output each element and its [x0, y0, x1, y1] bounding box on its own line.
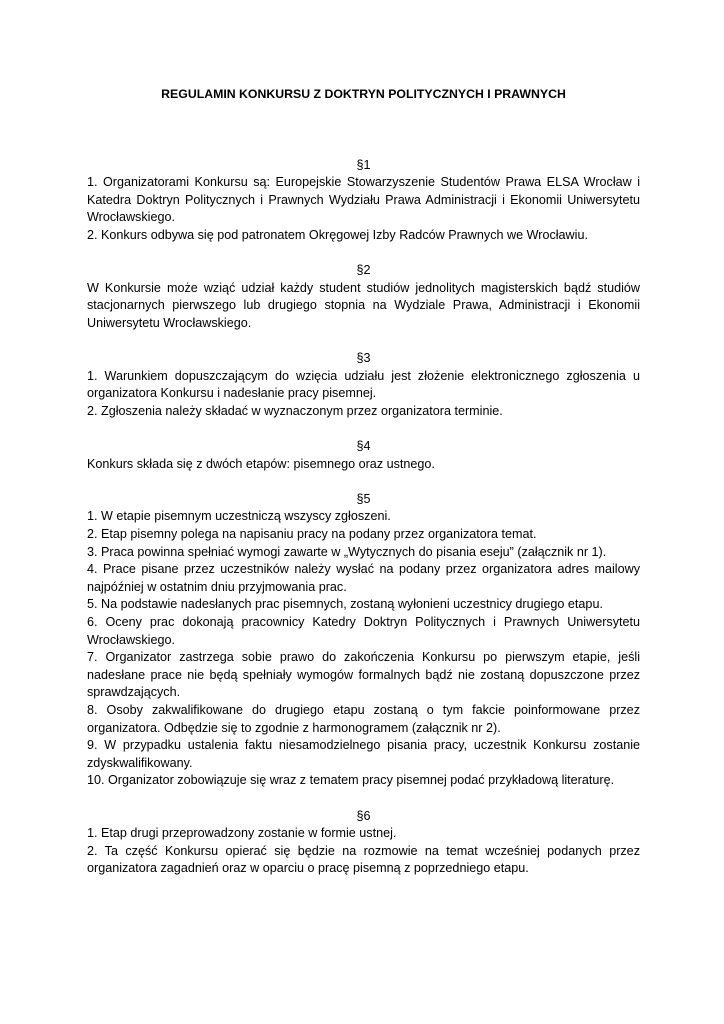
paragraph: 2. Ta część Konkursu opierać się będzie na rozmowie na temat wcześniej podanych przez organizatora zagadnień oraz w oparciu o pracę pisemną z poprzedniego etapu. [87, 843, 640, 876]
paragraph: 1. W etapie pisemnym uczestniczą wszyscy zgłoszeni. [87, 509, 391, 524]
section-6 [87, 808, 640, 878]
section-number: §3 [356, 351, 371, 366]
section-number: §4 [356, 439, 371, 454]
paragraph: 3. Praca powinna spełniać wymogi zawarte w „Wytycznych do pisania eseju” (załącznik nr 1). [87, 544, 607, 559]
paragraph: Konkurs składa się z dwóch etapów: pisemnego oraz ustnego. [87, 456, 435, 471]
paragraph: 2. Zgłoszenia należy składać w wyznaczonym przez organizatora terminie. [87, 403, 503, 418]
section-1 [87, 157, 640, 245]
paragraph: 8. Osoby zakwalifikowane do drugiego etapu zostaną o tym fakcie poinformowane przez organizatora. Odbędzie się to zgodnie z harmonogramem (załącznik nr 2). [87, 703, 640, 735]
paragraph: 1. Etap drugi przeprowadzony zostanie w formie ustnej. [87, 826, 397, 841]
section-number: §6 [356, 808, 371, 823]
paragraph: 1. Warunkiem dopuszczającym do wzięcia udziału jest złożenie elektronicznego zgłoszenia u organizatora Konkursu i nadesłanie pracy pisemnej. [87, 368, 640, 401]
paragraph: 1. Organizatorami Konkursu są: Europejskie Stowarzyszenie Studentów Prawa ELSA Wrocław i Katedra Doktryn Politycznych i Prawnych Wydziału Prawa Administracji i Ekonomii Uniwersytetu Wrocławskiego. [87, 175, 640, 225]
section-5 [87, 491, 640, 790]
document-page [87, 86, 640, 896]
section-3 [87, 350, 640, 420]
section-2 [87, 262, 640, 332]
paragraph: 2. Etap pisemny polega na napisaniu pracy na podany przez organizatora temat. [87, 527, 537, 542]
section-number: §2 [356, 263, 371, 278]
paragraph: 10. Organizator zobowiązuje się wraz z tematem pracy pisemnej podać przykładową literaturę. [87, 773, 615, 788]
paragraph: 9. W przypadku ustalenia faktu niesamodzielnego pisania pracy, uczestnik Konkursu zostanie zdyskwalifikowany. [87, 738, 640, 770]
document-title: REGULAMIN KONKURSU Z DOKTRYN POLITYCZNYCH I PRAWNYCH [161, 87, 566, 101]
paragraph: 4. Prace pisane przez uczestników należy wysłać na podany przez organizatora adres mailowy najpóźniej w ostatnim dniu przyjmowania prac. [87, 562, 640, 594]
paragraph: W Konkursie może wziąć udział każdy student studiów jednolitych magisterskich bądź studiów stacjonarnych pierwszego lub drugiego stopnia na Wydziale Prawa, Administracji i Ekonomii Uniwersytetu Wrocławskiego. [87, 280, 640, 330]
paragraph: 5. Na podstawie nadesłanych prac pisemnych, zostaną wyłonieni uczestnicy drugiego etapu. [87, 597, 603, 612]
section-number: §1 [356, 157, 371, 172]
paragraph: 7. Organizator zastrzega sobie prawo do zakończenia Konkursu po pierwszym etapie, jeśli nadesłane prace nie będą spełniały wymogów formalnych bądź nie zostaną dopuszczone przez sprawdzających. [87, 650, 640, 700]
section-number: §5 [356, 491, 371, 506]
paragraph: 2. Konkurs odbywa się pod patronatem Okręgowej Izby Radców Prawnych we Wrocławiu. [87, 227, 588, 242]
paragraph: 6. Oceny prac dokonają pracownicy Katedry Doktryn Politycznych i Prawnych Uniwersytetu Wrocławskiego. [87, 615, 640, 647]
section-4 [87, 438, 640, 473]
